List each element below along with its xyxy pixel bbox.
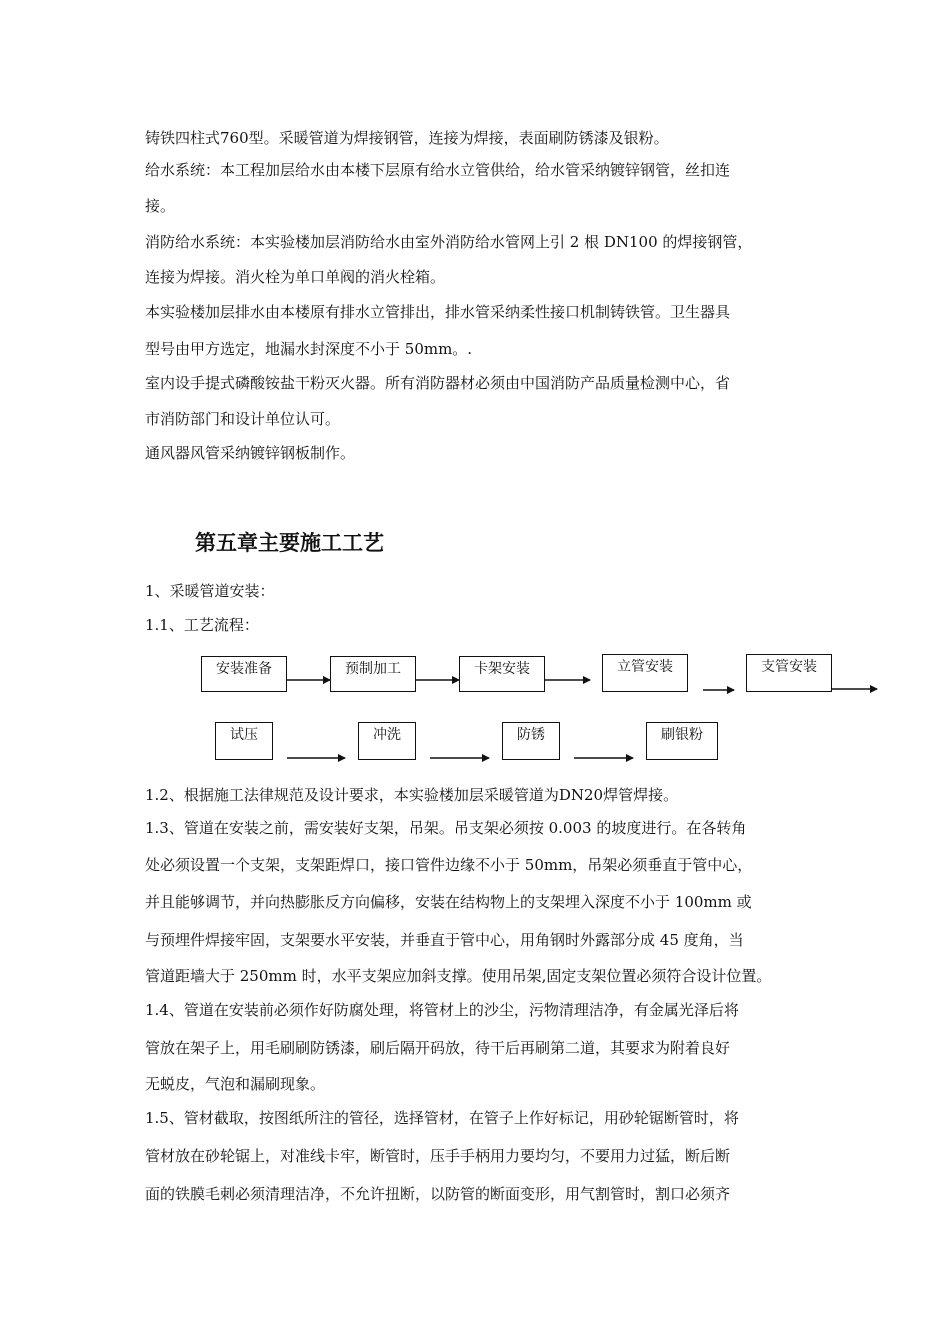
text-line: 给水系统：本工程加层给水由本楼下层原有给水立管供给，给水管采纳镀锌钢管，丝扣连 bbox=[145, 161, 731, 179]
text-line: 连接为焊接。消火栓为单口单阀的消火栓箱。 bbox=[145, 268, 446, 286]
text-line: 1.2、根据施工法律规范及设计要求，本实验楼加层采暖管道为DN20焊管焊接。 bbox=[145, 786, 679, 804]
text-line: 型号由甲方选定，地漏水封深度不小于 50mm。. bbox=[145, 340, 473, 358]
text-line: 处必须设置一个支架，支架距焊口，接口管件边缘不小于 50mm，吊架必须垂直于管中心， bbox=[145, 856, 753, 874]
text-line: 管放在架子上，用毛刷刷防锈漆，刷后隔开码放，待干后再刷第二道，其要求为附着良好 bbox=[145, 1039, 731, 1057]
text-line: 市消防部门和设计单位认可。 bbox=[145, 410, 341, 428]
subsection-heading: 1.1、工艺流程： bbox=[145, 616, 259, 634]
flow-step: 刷银粉 bbox=[646, 722, 718, 760]
chapter-title: 第五章主要施工工艺 bbox=[195, 531, 384, 555]
flow-step: 卡架安装 bbox=[459, 656, 545, 692]
text-line: 接。 bbox=[145, 197, 176, 215]
text-line: 管材放在砂轮锯上，对准线卡牢，断管时，压手手柄用力要均匀，不要用力过猛，断后断 bbox=[145, 1147, 731, 1165]
text-line: 并且能够调节，并向热膨胀反方向偏移，安装在结构物上的支架埋入深度不小于 100mm 或 bbox=[145, 893, 752, 911]
text-line: 管道距墙大于 250mm 时，水平支架应加斜支撑。使用吊架,固定支架位置必须符合设计位置。 bbox=[145, 967, 772, 985]
text-line: 无蜕皮，气泡和漏刷现象。 bbox=[145, 1075, 326, 1093]
text-line: 通风器风管采纳镀锌钢板制作。 bbox=[145, 444, 356, 462]
text-line: 1.3、管道在安装之前，需安装好支架，吊架。吊支架必须按 0.003 的坡度进行。在各转角 bbox=[145, 819, 747, 837]
flow-step: 立管安装 bbox=[602, 654, 688, 692]
flow-step: 冲洗 bbox=[358, 722, 416, 760]
flow-step: 安装准备 bbox=[201, 656, 287, 692]
text-line: 1.4、管道在安装前必须作好防腐处理，将管材上的沙尘，污物清理洁净，有金属光泽后将 bbox=[145, 1001, 739, 1019]
flow-step: 预制加工 bbox=[330, 656, 416, 692]
text-line: 面的铁膜毛刺必须清理洁净，不允许扭断，以防管的断面变形，用气割管时，割口必须齐 bbox=[145, 1185, 731, 1203]
text-line: 与预埋件焊接牢固，支架要水平安装，并垂直于管中心，用角钢时外露部分成 45 度角，当 bbox=[145, 931, 744, 949]
flow-step: 支管安装 bbox=[746, 654, 832, 692]
flow-step: 试压 bbox=[215, 722, 273, 760]
text-line: 铸铁四柱式760型。采暖管道为焊接钢管，连接为焊接，表面刷防锈漆及银粉。 bbox=[145, 129, 669, 147]
text-line: 室内设手提式磷酸铵盐干粉灭火器。所有消防器材必须由中国消防产品质量检测中心，省 bbox=[145, 374, 731, 392]
text-line: 1.5、管材截取，按图纸所注的管径，选择管材，在管子上作好标记，用砂轮锯断管时，将 bbox=[145, 1109, 739, 1127]
text-line: 本实验楼加层排水由本楼原有排水立管排出，排水管采纳柔性接口机制铸铁管。卫生器具 bbox=[145, 303, 731, 321]
section-heading: 1、采暖管道安装： bbox=[145, 582, 275, 600]
text-line: 消防给水系统：本实验楼加层消防给水由室外消防给水管网上引 2 根 DN100 的焊接钢管， bbox=[145, 233, 753, 251]
flow-step: 防锈 bbox=[502, 722, 560, 760]
